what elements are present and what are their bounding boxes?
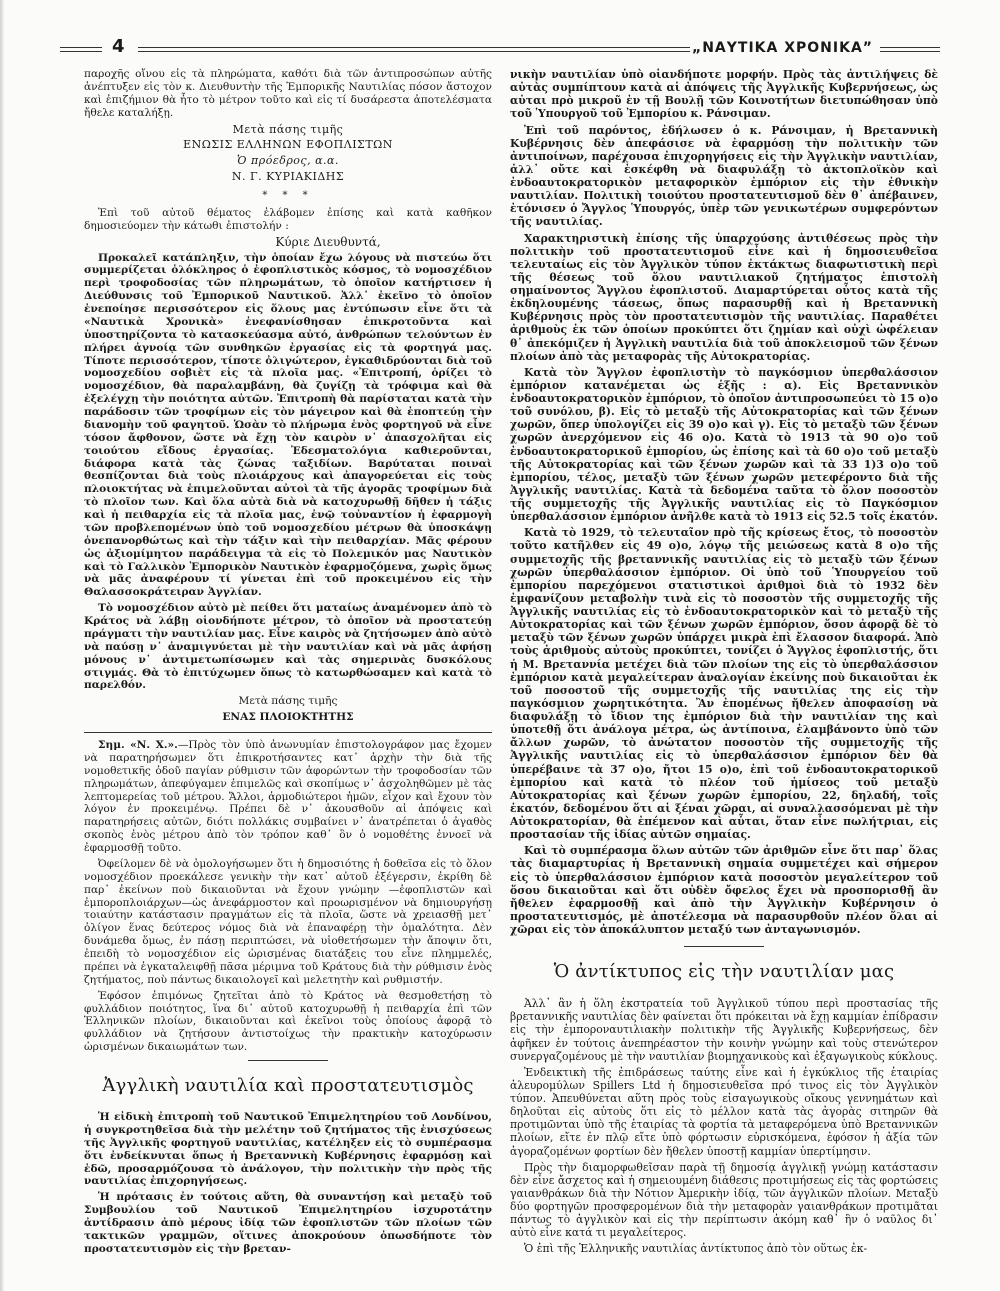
note-divider bbox=[84, 732, 492, 733]
impact-paragraph-4: Ὁ ἐπὶ τῆς Ἑλληνικῆς ναυτιλίας ἀντίκτυπος ἀπὸ τὸν οὕτως ἐκ- bbox=[524, 1242, 868, 1256]
signer-name: Ν. Γ. ΚΥΡΙΑΚΙΔΗΣ bbox=[231, 170, 345, 184]
signing-organization: ΕΝΩΣΙΣ ΕΛΛΗΝΩΝ ΕΦΟΠΛΙΣΤΩΝ bbox=[183, 138, 393, 152]
letter-closing: Μετὰ πάσης τιμῆς bbox=[238, 695, 338, 708]
impact-paragraph-1: Ἀλλ᾽ ἂν ἡ ὅλη ἐκστρατεία τοῦ Ἀγγλικοῦ τύπου περὶ προστασίας τῆς βρεταννικῆς ναυτιλίας δὲν φαίνεται ὅτι πρόκειται νὰ ἔχῃ καμμίαν ἐπίδρασιν εἰς τὴν ἐμποροναυτιλιακὴν πολιτικὴν τῆς Ἀγγλικῆς Κυβερνήσεως, δὲν ἀφῆκεν ἐν τούτοις ἀνεπηρέαστον τὴν κοινὴν γνώμην καὶ τοὺς στενώτερον συνεργαζομένους μὲ τὴν ναυτιλίαν βιομηχανικοὺς καὶ ἐξαγωγικοὺς κύκλους. bbox=[510, 997, 938, 1063]
impact-paragraph-2: Ἐνδεικτικὴ τῆς ἐπιδράσεως ταύτης εἶνε καὶ ἡ ἐγκύκλιος τῆς ἑταιρίας ἀλευρομύλων Spillers Ltd ἡ δημοσιευθεῖσα πρό τινος εἰς τὸν Ἀγγλικὸν τύπον. Ἀπευθύνεται αὕτη πρὸς τοὺς εἰσαγωγικοὺς οἴκους γεννημάτων καὶ δηλοῦται εἰς αὐτοὺς ὅτι εἰς τὸ μέλλον κατὰ τὰς ἀγορὰς σιτηρῶν θὰ προτιμῶνται ὑπὸ τῆς ἑταιρίας τὰ φορτία τὰ μεταφερόμενα ὑπὸ Βρεταννικῶν πλοίων, εἴτε ἐν πλῷ εἴτε ὑπὸ φόρτωσιν εὑρισκόμενα, ἐφόσον ἡ ἀξία τῶν ἀγοραζομένων φορτίων δὲν ἤθελεν ὑποστῇ καμμίαν ὑπερτίμησιν. bbox=[510, 1065, 938, 1158]
editorial-note-2: Ὀφείλομεν δὲ νὰ ὁμολογήσωμεν ὅτι ἡ δημοσιότης ἡ δοθεῖσα εἰς τὸ ὅλον νομοσχέδιον προεκάλεσε γενικὴν τὴν κατ᾽ αὐτοῦ ἐξέγερσιν, ἐκρίθη δὲ παρ᾽ ἐκείνων ποὺ δικαιοῦνται νὰ ἔχουν γνώμην —ἐφοπλιστῶν καὶ ἐμποροπλοιάρχων—ὡς ἀνεφάρμοστον καὶ προωρισμένον νὰ δημιουργήσῃ τοιαύτην κατάστασιν πραγμάτων εἰς τὰ πλοῖα, ὥστε νὰ χρειασθῇ μετ᾽ ὀλίγον ἕνας δεύτερος νόμος διὰ νὰ ἐπαναφέρῃ τὴν ὁμαλότητα. Δὲν δυνάμεθα ὅμως, ἐν πάσῃ περιπτώσει, νὰ υἱοθετήσωμεν τὴν ἄποψιν ὅτι, ἐπειδὴ τὸ νομοσχέδιον εἰς ὡρισμένας διατάξεις του εἶνε πλημμελές, πρέπει νὰ ἐγκαταλειφθῇ πᾶσα μέριμνα τοῦ Κράτους διὰ τὴν ρύθμισιν ἑνὸς ζητήματος, ποὺ πάντως δικαιολογεῖ καὶ μελετητὴν καὶ ρυθμιστήν. bbox=[84, 857, 492, 986]
intro-paragraph: παροχῆς οἴνου εἰς τὰ πληρώματα, καθότι διὰ τῶν ἀντιπροσώπων αὐτῆς ἀνέπτυξεν εἰς τὸν κ. Διευθυντὴν τῆς Ἐμπορικῆς Ναυτιλίας πόσον ἄστοχον καὶ ἐπιζήμιον θὰ ἦτο τὸ μέτρον τοῦτο καὶ εἰς τί δυσάρεστα ἀποτελέσματα ἤθελε καταλήξῃ. bbox=[84, 68, 492, 119]
section-separator: * * * bbox=[262, 190, 314, 201]
page-number: 4 bbox=[112, 36, 125, 57]
right-column bbox=[510, 68, 938, 1259]
right-paragraph-3: Χαρακτηριστικὴ ἐπίσης τῆς ὑπαρχούσης ἀντιθέσεως πρὸς τὴν πολιτικὴν τοῦ προστατευτισμοῦ εἶνε καὶ ἡ δημοσιευθεῖσα τελευταίως εἰς τὸν Ἀγγλικὸν τύπον ἐκτάκτως διαφωτιστικὴ περὶ τῆς θέσεως τοῦ ὅλου ναυτιλιακοῦ ζητήματος ἐπιστολὴ σημαίνοντος Ἄγγλου ἐφοπλιστοῦ. Διαμαρτύρεται οὗτος κατὰ τῆς ἐκδηλουμένης τάσεως, ὅπως παρασυρθῇ καὶ ἡ Βρεταννικὴ Κυβέρνησις πρὸς τὸν προστατευτισμὸν τῆς ναυτιλίας. Παραθέτει ἀριθμοὺς ἐκ τῶν ὁποίων προκύπτει ὅτι ζημίαν καὶ οὐχὶ ὠφέλειαν θ᾽ ἀπεκόμιζεν ἡ Ἀγγλικὴ ναυτιλία διὰ τοῦ ἀποκλεισμοῦ τῶν ξένων πλοίων ἀπὸ τὰς μεταφορὰς τῆς Αὐτοκρατορίας. bbox=[510, 231, 938, 363]
letter-intro: Ἐπὶ τοῦ αὐτοῦ θέματος ἐλάβομεν ἐπίσης καὶ κατὰ καθῆκον δημοσιεύομεν τὴν κάτωθι ἐπιστολήν : bbox=[84, 206, 492, 232]
right-paragraph-1: νικὴν ναυτιλίαν ὑπὸ οἱανδήποτε μορφήν. Πρὸς τὰς ἀντιλήψεις δὲ αὐτὰς συμπίπτουν κατὰ αἱ ἀπόψεις τῆς Ἀγγλικῆς Κυβερνήσεως, ὡς αὐται πρὸ μικροῦ ἐν τῇ Βουλῇ τῶν Κοινοτήτων διετυπώθησαν ὑπὸ τοῦ Ὑπουργοῦ τοῦ Ἐμπορίου κ. Ράνσιμαν. bbox=[510, 68, 938, 121]
editorial-note-1 bbox=[84, 739, 492, 855]
protectionism-paragraph-2: Ἡ πρότασις ἐν τούτοις αὕτη, θὰ συναντήσῃ καὶ μεταξὺ τοῦ Συμβουλίου τοῦ Ναυτικοῦ Ἐπιμελητηρίου ἰσχυροτάτην ἀντίδρασιν ἀπὸ μέρους ἰδίᾳ τῶν ἐφοπλιστῶν τῶν πλοίων τῶν τακτικῶν γραμμῶν, οἵτινες ἀποκρούουν ὁπωσδήποτε τὸν προστατευτισμὸν εἰς τὴν βρεταν- bbox=[84, 1191, 492, 1255]
right-paragraph-4: Κατὰ τὸν Ἄγγλον ἐφοπλιστὴν τὸ παγκόσμιον ὑπερθαλάσσιον ἐμπόριον κατανέμεται ὡς ἑξῆς : α). Εἰς Βρεταννικὸν ἐνδοαυτοκρατορικὸν ἐμπόριον, τὸ ὁποῖον ἀντιπροσωπεύει τὸ 15 ο)ο τοῦ συνόλου, β). Εἰς τὸ μεταξὺ τῆς Αὐτοκρατορίας καὶ τῶν ξένων χωρῶν, ὅπερ ὑπολογίζει εἰς 39 ο)ο καὶ γ). Εἰς τὸ μεταξὺ τῶν ξένων χωρῶν ἀνερχόμενον εἰς 46 ο)ο. Κατὰ τὸ 1913 τὰ 90 ο)ο τοῦ ἐνδοαυτοκρατορικοῦ ἐμπορίου, ὡς ἐπίσης καὶ τὰ 60 ο)ο τοῦ μεταξὺ τῆς Αὐτοκρατορίας καὶ τῶν ξένων χωρῶν καὶ τὰ 33 1)3 ο)ο τοῦ ἐμπορίου, τέλος, μεταξὺ τῶν ξένων χωρῶν μετεφέροντο διὰ τῆς Ἀγγλικῆς ναυτιλίας. Κατὰ τὰ δεδομένα ταῦτα τὸ ὅλον ποσοστὸν τῆς συμμετοχῆς τῆς Ἀγγλικῆς ναυτιλίας εἰς τὸ Παγκόσμιον ὑπερθαλάσσιον ἐμπόριον ἀνῆλθε κατὰ τὸ 1913 εἰς 52.5 τοῖς ἑκατόν. bbox=[510, 365, 938, 524]
page-edge-left bbox=[0, 0, 4, 1291]
right-paragraph-6: Καὶ τὸ συμπέρασμα ὅλων αὐτῶν τῶν ἀριθμῶν εἶνε ὅτι παρ᾽ ὅλας τὰς διαμαρτυρίας ἡ Βρεταννικὴ σημαία συμμετέχει καὶ σήμερον εἰς τὸ ὑπερθαλάσσιον ἐμπόριον κατὰ ποσοστὸν μεγαλείτερον τοῦ ὅσου δικαιοῦται καὶ ὅτι οὐδὲν ὄφελος ἔχει νὰ προσπορισθῇ ἂν ἤθελεν ἐφαρμοσθῇ καὶ ἀπὸ τὴν Ἀγγλικὴν Κυβέρνησιν ὁ προστατευτισμός, μὲ ἀποτέλεσμα νὰ παρασυρθοῦν πλέον ὅλαι αἱ χῶραι εἰς τὸν ἀποκάλυπτον μεταξύ των ἀνταγωνισμόν. bbox=[510, 844, 938, 936]
heading-rule-right bbox=[684, 946, 764, 947]
section-heading-protectionism: Ἀγγλικὴ ναυτιλία καὶ προστατευτισμὸς bbox=[102, 1075, 474, 1096]
page-header bbox=[60, 36, 940, 58]
impact-paragraph-3: Πρὸς τὴν διαμορφωθεῖσαν παρὰ τῇ δημοσίᾳ ἀγγλικῇ γνώμῃ κατάστασιν δὲν εἶνε ἄσχετος καὶ ἡ σημειουμένη διάθεσις προτιμήσεως εἰς τὰς φορτώσεις γαιανθράκων διὰ τὴν Νότιον Ἀμερικὴν ἰδίᾳ, τῶν ἀγγλικῶν πλοίων. Μεταξὺ δύο φορτηγῶν προσφερομένων διὰ τὴν μεταφορὰν γαιανθράκων προτιμᾶται πάντως τὸ ἀγγλικὸν καὶ εἰς τὴν περίπτωσιν ἀκόμη καθ᾽ ἣν ὁ ναῦλος δι᾽ αὐτὸ εἶνε κατά τι μεγαλείτερος. bbox=[510, 1160, 938, 1240]
note-text: —Πρὸς τὸν ὑπὸ ἀνωνυμίαν ἐπιστολογράφον μας ἔχομεν νὰ παρατηρήσωμεν ὅτι ἐπικροτήσαντες κατ᾽ ἀρχὴν τὴν διὰ τῆς νομοθετικῆς ὁδοῦ παγίαν ρύθμισιν τῶν ἀφορώντων τὴν τροφοδοσίαν τῶν πληρωμάτων, ἀπεφύγαμεν ἐπιμελῶς καὶ σκοπίμως ν᾽ ἀσχοληθῶμεν μὲ τὰς λεπτομερείας τοῦ μέτρου. Ἄλλοι, ἁρμοδιώτεροι ἡμῶν, εἶχον καὶ ἔχουν τὸν λόγον ἐν προκειμένῳ. Πρέπει δὲ ν᾽ ἀκουσθοῦν αἱ ἀπόψεις καὶ παρατηρήσεις αὐτῶν, διότι πολλάκις συμβαίνει ν᾽ ἀνατρέπεται ὁ ἀγαθὸς σκοπὸς ἑνὸς μέτρου ἀπὸ τὸν τρόπον καθ᾽ ὃν ὁ νομοθέτης ἐννοεῖ νὰ ἐφαρμοσθῇ τοῦτο. bbox=[84, 739, 492, 854]
header-rule-right bbox=[880, 47, 940, 52]
note-label: Σημ. «Ν. Χ.». bbox=[98, 739, 178, 751]
closing-line: Μετὰ πάσης τιμῆς bbox=[232, 122, 344, 136]
header-rule-left bbox=[60, 47, 102, 52]
section-heading-impact: Ὁ ἀντίκτυπος εἰς τὴν ναυτιλίαν μας bbox=[553, 961, 895, 983]
letter-paragraph-1: Προκαλεῖ κατάπληξιν, τὴν ὁποίαν ἔχω λόγους νὰ πιστεύω ὅτι συμμερίζεται ὁλόκληρος ὁ ἐφοπλιστικὸς κόσμος, τὸ νομοσχέδιον περὶ τροφοδοσίας τῶν πληρωμάτων, τὸ ὁποῖον κατήρτισεν ἡ Διεύθυνσις τοῦ Ἐμπορικοῦ Ναυτικοῦ. Ἀλλ᾽ ἐκεῖνο τὸ ὁποῖον ἐνεποίησε περισσότερον εἰς ὅλους μας ἐντύπωσιν εἶνε ὅτι τὰ «Ναυτικὰ Χρονικὰ» ἐνεφανίσθησαν ἐπικροτοῦντα καὶ ὑποστηρίζοντα τὸ κατασκεύασμα αὐτό, ἀνθρώπων τελούντων ἐν πλήρει ἀγνοίᾳ τῶν συνθηκῶν ἐργασίας εἰς τὰ φορτηγά μας. Τίποτε περισσότερον, τίποτε ὀλιγώτερον, ἐγκαθιδρύονται διὰ τοῦ νομοσχεδίου σοβιὲτ εἰς τὰ πλοῖα μας. «Ἐπιτροπή, ὁρίζει τὸ νομοσχέδιον, θὰ παραλαμβάνῃ, θὰ ζυγίζῃ τὰ τρόφιμα καὶ θὰ ἐξελέγχῃ τὴν ποιότητα αὐτῶν. Ἐπιτροπὴ θὰ παρίσταται κατὰ τὴν παράδοσιν τῶν τροφίμων εἰς τὸν μάγειρον καὶ θὰ ἐποπτεύῃ τὴν διανομὴν τοῦ φαγητοῦ. Ὡσὰν τὸ πλήρωμα ἑνὸς φορτηγοῦ νὰ εἶνε τόσον ἄφθονον, ὥστε νὰ ἔχῃ τὸν καιρὸν ν᾽ ἀπασχολῆται εἰς τοιούτου εἴδους ἐργασίας. Ἐδεσματολόγια καθιεροῦνται, διάφορα κατὰ τὰς ζώνας ταξιδίων. Βαρύταται ποιναὶ θεσπίζονται διὰ τοὺς πλοιάρχους καὶ ἀπαγορεύεται εἰς τοὺς πλοιοκτήτας νὰ ἐπιμελοῦνται αὐτοὶ τὰ τῆς ἀγορᾶς τροφίμων διὰ τὸ πλοῖον των. Καὶ ὅλα αὐτὰ διὰ νὰ κατοχυρωθῇ δῆθεν ἡ τάξις καὶ ἡ πειθαρχία εἰς τὰ πλοῖα μας, ἐνῷ τοὐναντίον ἡ ἐφαρμογὴ τῶν προβλεπομένων ὑπὸ τοῦ νομοσχεδίου μέτρων θὰ ὑποσκάψῃ ὁνεπανορθώτως καὶ τὴν τάξιν καὶ τὴν πειθαρχίαν. Μᾶς φέρουν ὡς ἀξιομίμητον παράδειγμα τὰ εἰς τὸ Πολεμικόν μας Ναυτικὸν καὶ τὸ Γαλλικὸν Ἐμπορικὸν Ναυτικὸν ἐφαρμοζόμενα, χωρὶς ὅμως νὰ μᾶς ἀναφέρουν τί γίνεται ἐπὶ τοῦ προκειμένου εἰς τὴν Θαλασσοκράτειραν Ἀγγλίαν. bbox=[84, 251, 492, 599]
header-rule-middle bbox=[138, 47, 690, 52]
letter-salutation: Κύριε Διευθυντά, bbox=[275, 234, 381, 249]
letter-paragraph-2: Τὸ νομοσχέδιον αὐτὸ μὲ πείθει ὅτι ματαίως ἀναμένομεν ἀπὸ τὸ Κράτος νὰ λάβῃ οἱονδήποτε μέτρον, τὸ ὁποῖον νὰ προστατεύῃ πράγματι τὴν ναυτιλίαν μας. Εἶνε καιρὸς νὰ ζητήσωμεν ἀπὸ αὐτὸ νὰ παύσῃ ν᾽ ἀναμιγνύεται μὲ τὴν ναυτιλίαν καὶ νὰ μᾶς ἀφήσῃ μόνους ν᾽ ἀντιμετωπίσωμεν καὶ τὰς σημερινὰς δυσκόλους στιγμάς. Θὰ τὸ ἐπιτύχωμεν ὅπως τὸ κατωρθώσαμεν καὶ κατὰ τὸ παρελθόν. bbox=[84, 602, 492, 692]
editorial-note-3: Ἐφόσον ἐπιμόνως ζητεῖται ἀπὸ τὸ Κράτος νὰ θεσμοθετήσῃ τὸ φυλλάδιον ποιότητος, ἵνα δι᾽ αὐτοῦ κατοχυρωθῇ ἡ πειθαρχία ἐπὶ τῶν Ἑλληνικῶν πλοίων, δικαιοῦνται καὶ ἐκεῖνοι τοὺς ὁποίους ἀφορᾷ τὸ φυλλάδιον νὰ ζητήσουν ἀντιστοίχως τὴν πρακτικὴν κατοχύρωσιν ὡρισμένων δικαιωμάτων των. bbox=[84, 989, 492, 1054]
publication-title: „ΝΑΥΤΙΚΑ ΧΡΟΝΙΚΑ” bbox=[692, 40, 873, 56]
right-paragraph-5: Κατὰ τὸ 1929, τὸ τελευταῖον πρὸ τῆς κρίσεως ἔτος, τὸ ποσοστὸν τοῦτο κατῆλθεν εἰς 49 ο)ο, λόγῳ τῆς μειώσεως κατὰ 8 ο)ο τῆς συμμετοχῆς τῆς βρεταννικῆς ναυτιλίας εἰς τὸ μεταξὺ τῶν ξένων χωρῶν ὑπερθαλάσσιον ἐμπόριον. Οἱ ὑπὸ τοῦ Ὑπουργείου τοῦ ἐμπορίου παρεχόμενοι στατιστικοὶ ἀριθμοὶ διὰ τὸ 1932 δὲν ἐμφανίζουν μεταβολὴν τινὰ εἰς τὸ ποσοστὸν τῆς συμμετοχῆς τῆς Ἀγγλικῆς ναυτιλίας εἰς τὸ ἐνδοαυτοκρατορικὸν καὶ τὸ μεταξὺ τῆς Αὐτοκρατορίας καὶ τῶν ξένων χωρῶν ἐμπόριον, ὅσον ἀφορᾷ δὲ τὸ μεταξὺ τῶν ξένων χωρῶν ὑπάρχει μικρὰ ἐπὶ ἔλασσον διαφορά. Ἀπὸ τοὺς ἀριθμοὺς αὐτοὺς προκύπτει, τονίζει ὁ Ἄγγλος ἐφοπλιστής, ὅτι ἡ Μ. Βρεταννία μετέχει διὰ τῶν πλοίων της εἰς τὸ ὑπερθαλάσσιον ἐμπόριον κατὰ μεγαλείτεραν ἀναλογίαν ἐκείνης ποὺ δικαιοῦται ἐκ τοῦ ποσοστοῦ τῆς συμμετοχῆς τῆς ναυτιλίας της εἰς τὴν παγκόσμιον χωρητικότητα. Ἂν ἐπομένως ἤθελεν ἀποφασίσῃ νὰ διαφυλάξῃ τὸ ἴδιον της ἐμπόριον διὰ τὴν ναυτιλίαν της καὶ ὑποτεθῇ ὅτι ἀνάλογα μέτρα, ὡς ἀντίποινα, ἐλαμβάνοντο ὑπὸ τῶν ἄλλων χωρῶν, τὸ ἀνώτατον ποσοστὸν τῆς συμμετοχῆς τῆς Ἀγγλικῆς ναυτιλίας εἰς τὸ ὑπερθαλάσσιον ἐμπόριον δὲν θὰ ὑπερέβαινε τὰ 37 ο)ο, ἤτοι 15 ο)ο, ἐπὶ τοῦ ἐνδοαυτοκρατορικοῦ ἐμπορίου καὶ κατὰ τὸ πλέον τοῦ ἡμίσεος τοῦ μεταξὺ Αὐτοκρατορίας καὶ ξένων χωρῶν ἐμπορίου, 22, δηλαδή, τοῖς ἑκατόν, δεδομένου ὅτι αἱ ξέναι χῶραι, αἱ συναλλασσόμεναι μὲ τὴν Αὐτοκρατορίαν, θὰ ἐπέμενον καὶ αὗται, ὅταν εἶνε πωλήτριαι, εἰς προστασίαν τῆς ἰδίας αὐτῶν σημαίας. bbox=[510, 526, 938, 842]
president-line: Ὁ πρόεδρος, α.α. bbox=[237, 154, 339, 168]
letter-signer: ΕΝΑΣ ΠΛΟΙΟΚΤΗΤΗΣ bbox=[222, 711, 354, 724]
right-paragraph-2: Ἐπὶ τοῦ παρόντος, ἐδήλωσεν ὁ κ. Ράνσιμαν, ἡ Βρεταννικὴ Κυβέρνησις δὲν ἀπεφάσισε νὰ ἐφαρμόσῃ τὴν πολιτικὴν τῶν ἀντιποίνων, παρέχουσα ἐπιχορηγήσεις εἰς τὴν Ἀγγλικὴν ναυτιλίαν, ἀλλ᾽ οὔτε καὶ ἐσκέφθη νὰ διαφυλάξῃ τὸ ἀκτοπλοϊκὸν καὶ ἐνδοαυτοκρατορικὸν μεταφορικὸν ἐμπόριον εἰς τὴν ἐθνικὴν ναυτιλίαν. Πολιτικὴ τοιούτου προστατευτισμοῦ δὲν θ᾽ ἀπέβαινεν, ἐτόνισεν ὁ Ἄγγλος Ὑπουργός, ὑπὲρ τῶν γενικωτέρων συμφερόντων τῆς ναυτιλίας. bbox=[510, 123, 938, 229]
left-column bbox=[84, 68, 492, 1259]
heading-rule bbox=[248, 1060, 328, 1061]
protectionism-paragraph-1: Ἡ εἰδικὴ ἐπιτροπὴ τοῦ Ναυτικοῦ Ἐπιμελητηρίου τοῦ Λονδίνου, ἡ συγκροτηθεῖσα διὰ τὴν μελέτην τοῦ ζητήματος τῆς ἐνισχύσεως τῆς Ἀγγλικῆς φορτηγοῦ ναυτιλίας, κατέληξεν εἰς τὸ συμπέρασμα ὅτι ἐνδείκνυται ὅπως ἡ Βρεταννικὴ Κυβέρνησις ἐφαρμόσῃ καὶ ἐδῶ, προσαρμόζουσα τὸ ἀνάλογον, τὴν πολιτικὴν τὴν πρὸς τῆς ναυτιλίας ἐπιχορηγήσεως. bbox=[84, 1111, 492, 1188]
